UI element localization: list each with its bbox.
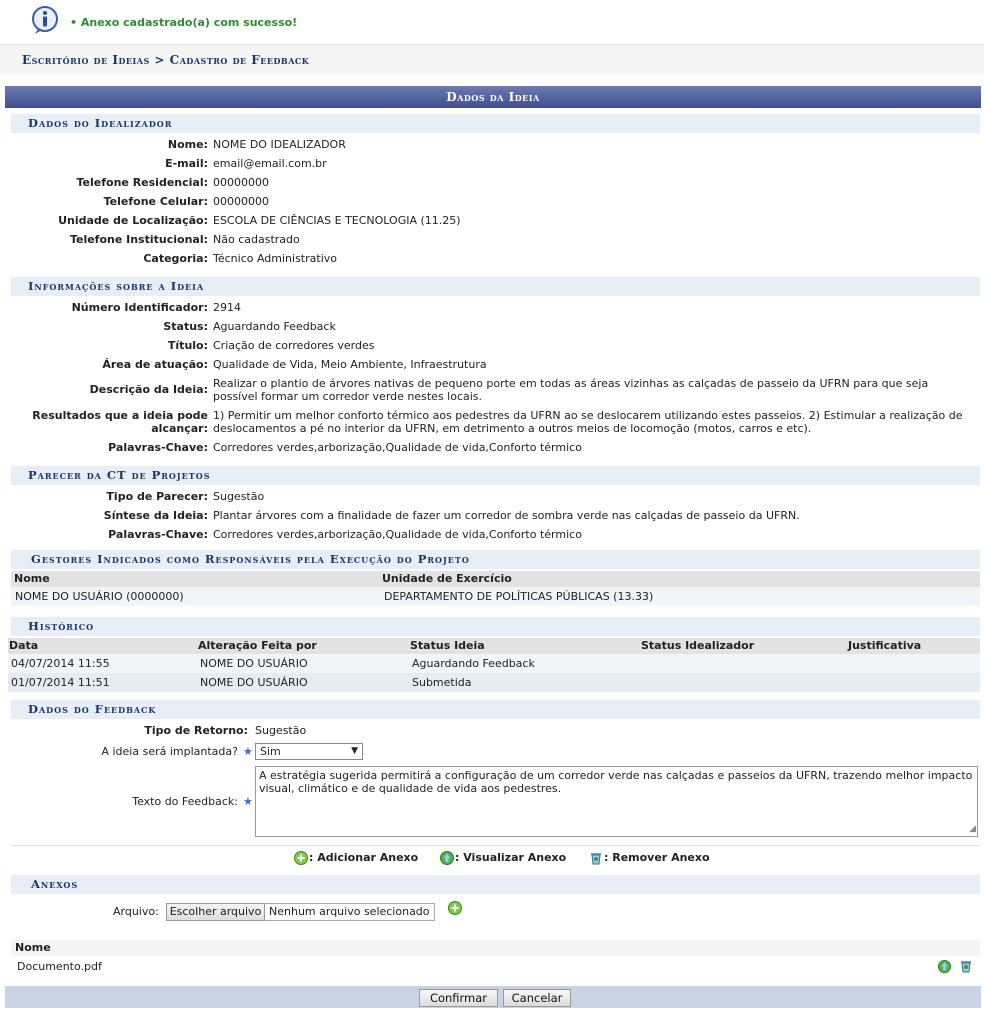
field-resultados <box>0 409 984 437</box>
table-row <box>8 673 980 692</box>
field-value: ESCOLA DE CIÊNCIAS E TECNOLOGIA (11.25) <box>213 214 461 227</box>
column-header: Alteração Feita por <box>198 639 317 652</box>
success-message: • Anexo cadastrado(a) com sucesso! <box>70 16 297 29</box>
field-value: Aguardando Feedback <box>213 320 336 333</box>
section-idealizador: Dados do Idealizador <box>11 114 980 133</box>
table-cell: 04/07/2014 11:55 <box>11 657 110 670</box>
table-cell: NOME DO USUÁRIO <box>200 657 308 670</box>
field-label: Telefone Residencial: <box>76 176 208 189</box>
field-value: Sugestão <box>255 724 307 737</box>
resize-handle-icon[interactable]: ◢ <box>969 824 976 834</box>
add-attachment-icon[interactable] <box>447 900 463 916</box>
legend-view-label: : Visualizar Anexo <box>455 851 567 864</box>
field-status <box>0 320 984 337</box>
section-parecer: Parecer da CT de Projetos <box>11 466 980 485</box>
field-sintese <box>0 509 984 526</box>
file-name-display: Nenhum arquivo selecionado <box>265 903 435 921</box>
field-value: 2914 <box>213 301 241 314</box>
message-bar <box>0 0 984 44</box>
file-name: Documento.pdf <box>17 960 102 973</box>
choose-file-button[interactable]: Escolher arquivo <box>166 903 265 921</box>
field-value: Corredores verdes,arborização,Qualidade de vida,Conforto térmico <box>213 528 582 541</box>
field-value: Sugestão <box>213 490 265 503</box>
field-value: Plantar árvores com a finalidade de fazer um corredor de sombra verde nas calçadas de passeio da UFRN. <box>213 509 800 522</box>
field-value: Realizar o plantio de árvores nativas de pequeno porte em todas as áreas vizinhas as calçadas de passeio da UFRN para que seja possível formar um corredor verde nestes locais. <box>213 377 929 403</box>
gestores-table-header <box>11 571 980 587</box>
field-label: Status: <box>163 320 208 333</box>
table-cell: DEPARTAMENTO DE POLÍTICAS PÚBLICAS (13.33) <box>384 590 654 603</box>
trash-icon <box>588 850 604 866</box>
remove-attachment-icon[interactable] <box>958 958 974 974</box>
section-informacoes: Informações sobre a Ideia <box>11 277 980 296</box>
legend-view <box>439 850 566 866</box>
table-cell: NOME DO USUÁRIO (0000000) <box>15 590 184 603</box>
field-label: E-mail: <box>165 157 208 170</box>
table-cell: 01/07/2014 11:51 <box>11 676 110 689</box>
column-header: Unidade de Exercício <box>382 572 512 585</box>
table-cell: Aguardando Feedback <box>412 657 535 670</box>
legend-remove-label: : Remover Anexo <box>604 851 710 864</box>
field-label: Categoria: <box>143 252 208 265</box>
column-header: Status Ideia <box>410 639 485 652</box>
table-row <box>8 654 980 673</box>
table-row <box>11 957 980 976</box>
select-value: Sim <box>260 745 281 758</box>
field-area <box>0 358 984 375</box>
field-descricao <box>0 377 984 405</box>
field-implantada <box>0 745 984 762</box>
field-telefone-residencial <box>0 176 984 193</box>
field-label: Resultados que a ideia pode alcançar: <box>32 409 208 435</box>
field-value: 1) Permitir um melhor conforto térmico aos pedestres da UFRN ao se deslocarem utilizando estes passeios. 2) Estimular a realização de deslocamentos a pé no interior da UFRN, em detrimento a outros meios de locomoção (motos, carros e etc). <box>213 409 963 435</box>
field-label: Tipo de Parecer: <box>106 490 208 503</box>
historico-table-header <box>8 638 980 654</box>
field-unidade <box>0 214 984 231</box>
column-header: Justificativa <box>848 639 922 652</box>
add-icon <box>293 850 309 866</box>
column-header: Status Idealizador <box>641 639 755 652</box>
field-label: Tipo de Retorno: <box>144 724 248 737</box>
field-label: Texto do Feedback: <box>132 795 238 808</box>
required-icon: ★ <box>243 745 253 758</box>
field-label: Área de atuação: <box>102 358 208 371</box>
section-historico: Histórico <box>11 617 980 636</box>
legend-add <box>293 850 418 866</box>
field-value: email@email.com.br <box>213 157 327 170</box>
textarea-value: A estratégia sugerida permitirá a configuração de um corredor verde nas calçadas e passeios da UFRN, trazendo melhor impacto visual, climático e de qualidade de vida aos pedestres. <box>259 769 973 795</box>
field-titulo <box>0 339 984 356</box>
anexos-table-header <box>11 940 980 956</box>
section-gestores: Gestores Indicados como Responsáveis pela Execução do Projeto <box>11 550 980 569</box>
field-label: Síntese da Ideia: <box>103 509 208 522</box>
field-tipo-parecer <box>0 490 984 507</box>
field-telefone-institucional <box>0 233 984 250</box>
field-label: Palavras-Chave: <box>108 528 208 541</box>
field-value: Criação de corredores verdes <box>213 339 375 352</box>
field-label: A ideia será implantada? <box>101 745 238 758</box>
field-value: Qualidade de Vida, Meio Ambiente, Infraestrutura <box>213 358 487 371</box>
field-email <box>0 157 984 174</box>
implantada-select[interactable] <box>255 743 363 760</box>
page-title: Dados da Ideia <box>5 86 981 108</box>
field-value: Técnico Administrativo <box>213 252 337 265</box>
dropdown-arrow-icon: ▼ <box>351 746 358 756</box>
column-header: Nome <box>14 572 50 585</box>
confirm-button[interactable]: Confirmar <box>419 989 498 1007</box>
info-icon <box>30 5 60 35</box>
field-numero <box>0 301 984 318</box>
field-label: Nome: <box>167 138 208 151</box>
field-label: Descrição da Ideia: <box>89 383 208 396</box>
view-attachment-icon[interactable] <box>937 959 952 974</box>
field-value: Não cadastrado <box>213 233 300 246</box>
table-cell: NOME DO USUÁRIO <box>200 676 308 689</box>
field-value: NOME DO IDEALIZADOR <box>213 138 346 151</box>
view-icon <box>439 850 455 866</box>
field-label: Palavras-Chave: <box>108 441 208 454</box>
field-palavras <box>0 441 984 458</box>
field-value: Corredores verdes,arborização,Qualidade de vida,Conforto térmico <box>213 441 582 454</box>
feedback-textarea[interactable] <box>255 766 978 837</box>
field-label: Telefone Institucional: <box>69 233 208 246</box>
breadcrumb: Escritório de Ideias > Cadastro de Feedback <box>22 53 310 67</box>
field-palavras-parecer <box>0 528 984 545</box>
column-header: Data <box>9 639 39 652</box>
field-value: 00000000 <box>213 195 269 208</box>
field-label: Número Identificador: <box>71 301 208 314</box>
field-telefone-celular <box>0 195 984 212</box>
field-nome <box>0 138 984 155</box>
section-anexos: Anexos <box>11 875 980 894</box>
table-cell: Submetida <box>412 676 472 689</box>
legend-add-label: : Adicionar Anexo <box>309 851 419 864</box>
column-header: Nome <box>15 941 51 954</box>
legend-remove <box>588 850 710 866</box>
field-categoria <box>0 252 984 269</box>
field-tipo-retorno <box>0 724 984 741</box>
table-row <box>11 587 980 606</box>
section-feedback: Dados do Feedback <box>11 700 980 719</box>
field-value: 00000000 <box>213 176 269 189</box>
field-label: Título: <box>167 339 208 352</box>
field-label: Unidade de Localização: <box>58 214 208 227</box>
required-icon: ★ <box>243 795 253 808</box>
arquivo-label: Arquivo: <box>113 905 159 918</box>
field-label: Telefone Celular: <box>103 195 208 208</box>
cancel-button[interactable]: Cancelar <box>503 989 571 1007</box>
